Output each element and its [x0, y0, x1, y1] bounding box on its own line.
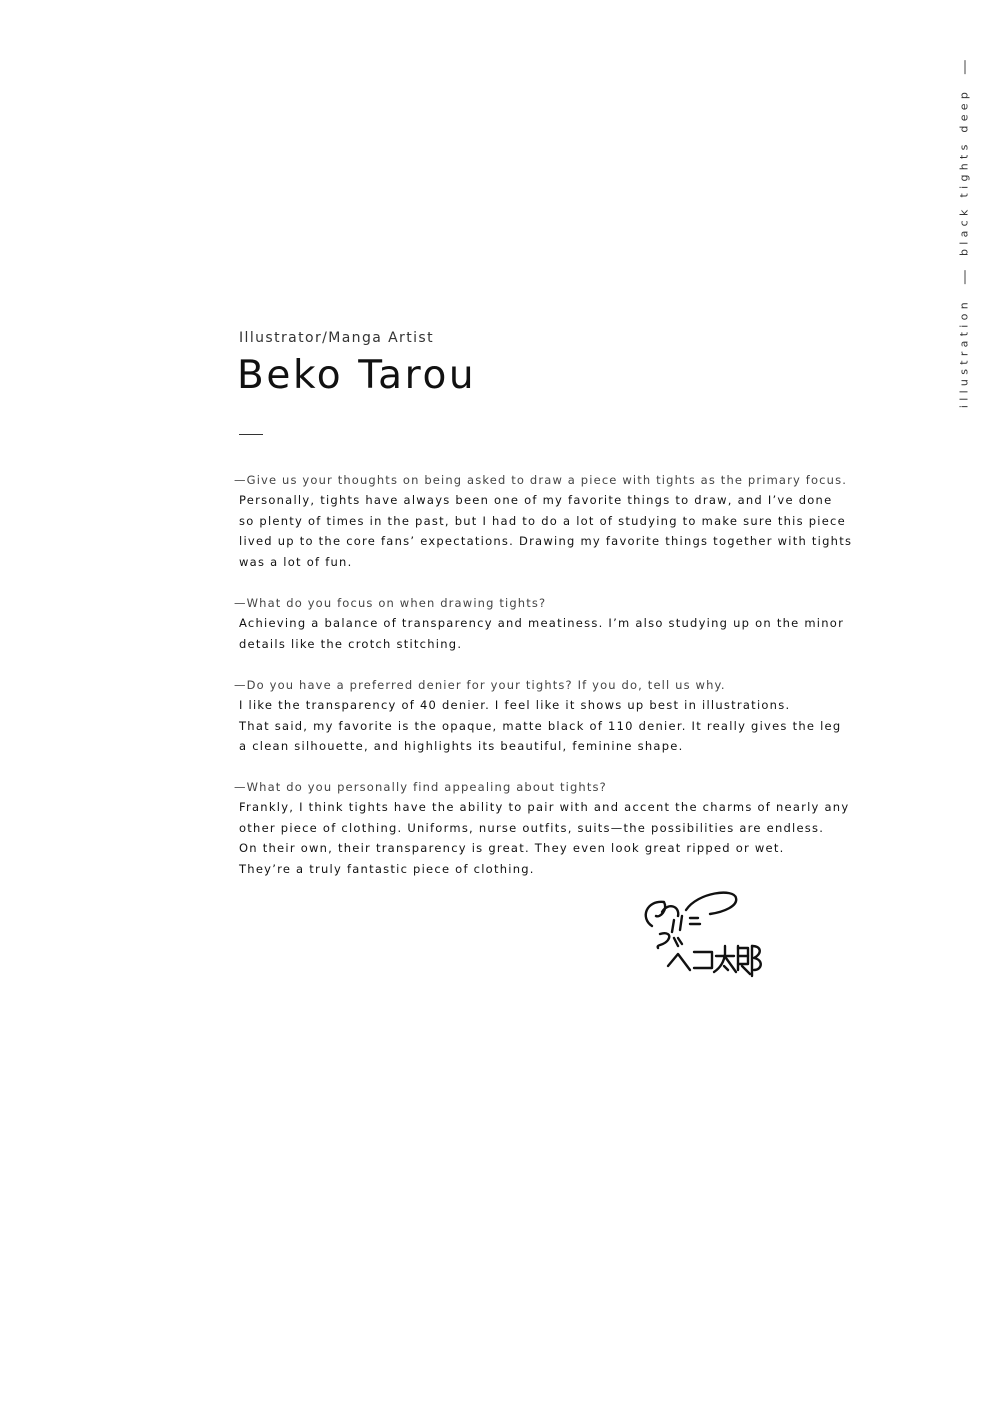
qa-block-3 [234, 675, 842, 757]
side-label-part1: illustration [957, 298, 971, 409]
answer-line: so plenty of times in the past, but I had to do a lot of studying to make sure this piece [239, 513, 846, 528]
qa-block-2 [234, 593, 845, 654]
answer-line: That said, my favorite is the opaque, matte black of 110 denier. It really gives the leg [239, 718, 842, 733]
answer-line: was a lot of fun. [239, 554, 353, 569]
answer [234, 490, 853, 572]
header-divider [239, 434, 263, 435]
artist-name: Beko Tarou [237, 353, 477, 398]
question: —Do you have a preferred denier for your tights? If you do, tell us why. [234, 678, 726, 692]
side-label [958, 60, 971, 408]
signature-image [638, 888, 766, 980]
answer-line: other piece of clothing. Uniforms, nurse outfits, suits—the possibilities are endless. [239, 820, 825, 835]
answer-line: On their own, their transparency is great. They even look great ripped or wet. [239, 841, 785, 855]
side-label-part2: black tights deep [957, 87, 971, 257]
answer-line: lived up to the core fans’ expectations. Drawing my favorite things together with tights [239, 534, 853, 548]
answer-line: a clean silhouette, and highlights its beautiful, feminine shape. [239, 739, 684, 753]
answer-line: Personally, tights have always been one of my favorite things to draw, and I’ve done [239, 493, 833, 507]
side-label-divider [964, 270, 965, 284]
answer [234, 695, 842, 757]
qa-block-1 [234, 470, 853, 572]
answer-line: They’re a truly fantastic piece of clothing. [239, 861, 535, 876]
question: —What do you focus on when drawing tights? [234, 596, 547, 610]
answer [234, 797, 850, 879]
answer [234, 613, 845, 654]
qa-block-4 [234, 777, 850, 879]
question: —What do you personally find appealing about tights? [234, 780, 607, 794]
answer-line: I like the transparency of 40 denier. I feel like it shows up best in illustrations. [239, 698, 791, 712]
question: —Give us your thoughts on being asked to draw a piece with tights as the primary focus. [234, 473, 848, 487]
artist-role: Illustrator/Manga Artist [239, 330, 434, 346]
side-label-end-mark [964, 60, 965, 74]
answer-line: details like the crotch stitching. [239, 636, 463, 651]
answer-line: Achieving a balance of transparency and meatiness. I’m also studying up on the minor [239, 616, 845, 630]
answer-line: Frankly, I think tights have the ability to pair with and accent the charms of nearly any [239, 800, 850, 814]
